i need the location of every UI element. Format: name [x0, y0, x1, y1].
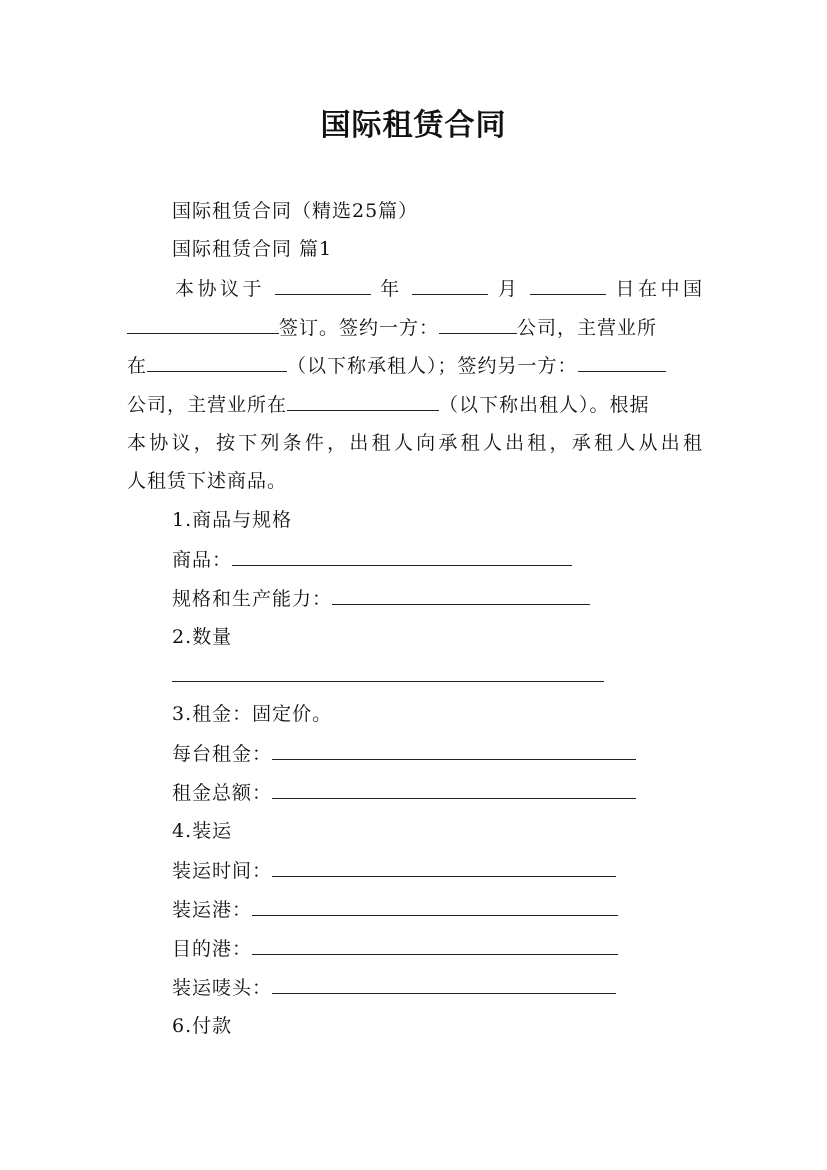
ship-time-field — [272, 856, 616, 877]
intro-text: （以下称出租人）。根据 — [439, 394, 650, 416]
ship-time-row — [172, 856, 616, 885]
blank-field — [439, 313, 517, 334]
rent-total-row — [172, 778, 636, 807]
rent-each-row — [172, 739, 636, 768]
intro-text: 公司，主营业所 — [517, 317, 658, 339]
ship-marks-field — [272, 973, 616, 994]
section-2-title: 2.数量 — [172, 626, 233, 648]
dest-port-field — [252, 934, 618, 955]
intro-line-6: 人租赁下述商品。 — [127, 470, 288, 492]
ship-port-label: 装运港： — [172, 899, 253, 921]
goods-field — [232, 545, 572, 566]
rent-each-label: 每台租金： — [172, 743, 273, 765]
ship-time-label: 装运时间： — [172, 860, 273, 882]
section-heading: 国际租赁合同 篇1 — [172, 238, 333, 260]
intro-text: 公司，主营业所在 — [127, 394, 288, 416]
intro-text: 本协议于 — [175, 278, 266, 300]
intro-text: 日在中国 — [615, 278, 702, 300]
ship-marks-row — [172, 973, 616, 1002]
section-1-title: 1.商品与规格 — [172, 509, 293, 531]
rent-each-field — [272, 739, 636, 760]
section-4-title: 4.装运 — [172, 820, 233, 842]
section-6-title: 6.付款 — [172, 1015, 233, 1037]
spec-field — [332, 584, 590, 605]
dest-port-row — [172, 934, 618, 963]
spec-row — [172, 584, 590, 613]
ship-marks-label: 装运唛头： — [172, 977, 273, 999]
document-title: 国际租赁合同 — [320, 108, 507, 143]
rent-total-label: 租金总额： — [172, 782, 273, 804]
intro-text: 月 — [497, 278, 521, 300]
intro-text: （以下称承租人）；签约另一方： — [287, 355, 578, 377]
blank-field — [127, 313, 279, 334]
goods-label: 商品： — [172, 549, 233, 571]
spec-label: 规格和生产能力： — [172, 588, 333, 610]
document-subtitle: 国际租赁合同（精选25篇） — [172, 200, 419, 222]
section-3-title: 3.租金：固定价。 — [172, 703, 333, 725]
blank-field — [287, 390, 439, 411]
blank-field — [275, 274, 371, 295]
blank-field — [412, 274, 488, 295]
intro-text: 在 — [127, 355, 148, 377]
intro-line-4 — [127, 390, 650, 419]
quantity-row — [172, 661, 604, 690]
goods-row — [172, 545, 572, 574]
intro-line-2 — [127, 313, 657, 342]
ship-port-row — [172, 895, 618, 924]
intro-text: 年 — [380, 278, 403, 300]
blank-field — [578, 351, 666, 372]
intro-line-5: 本协议，按下列条件，出租人向承租人出租，承租人从出租 — [127, 432, 702, 454]
ship-port-field — [252, 895, 618, 916]
quantity-field — [172, 661, 604, 682]
intro-line-1 — [127, 274, 702, 303]
blank-field — [147, 351, 287, 372]
rent-total-field — [272, 778, 636, 799]
dest-port-label: 目的港： — [172, 938, 253, 960]
intro-line-3 — [127, 351, 666, 380]
intro-text: 签订。签约一方： — [279, 317, 440, 339]
blank-field — [530, 274, 606, 295]
